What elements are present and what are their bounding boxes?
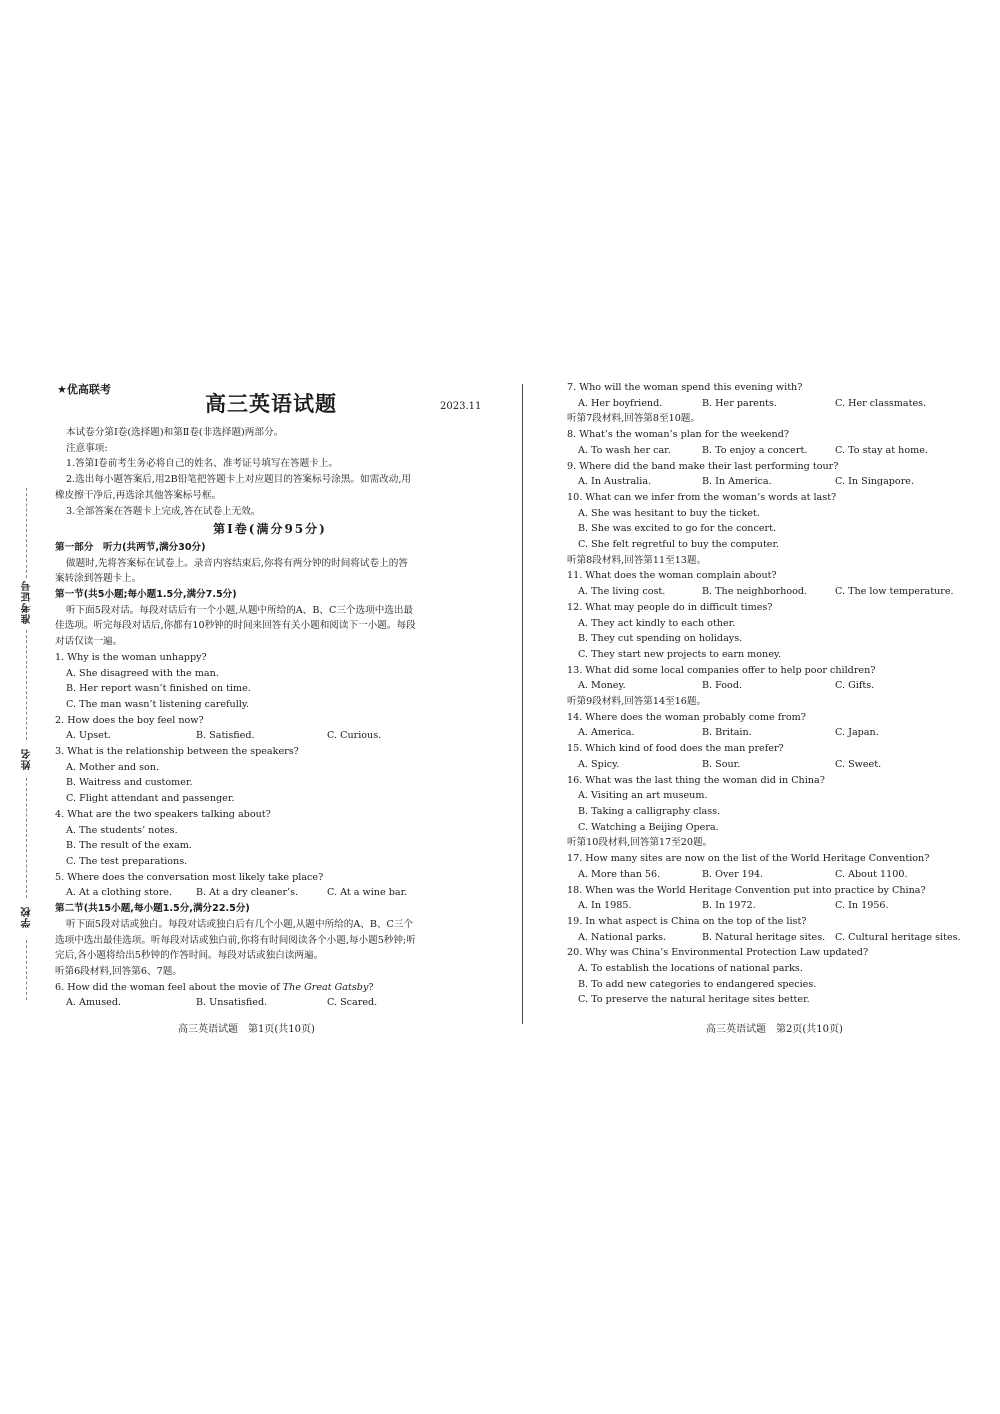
column-divider bbox=[522, 384, 523, 1024]
option: B. Her parents. bbox=[702, 397, 777, 409]
footer-page-1: 高三英语试题 第1页(共10页) bbox=[178, 1024, 315, 1035]
question-stem: 8. What’s the woman’s plan for the weekend? bbox=[567, 429, 790, 441]
question-stem: 7. Who will the woman spend this evening with? bbox=[567, 382, 803, 393]
question-stem: 20. Why was China’s Environmental Protection Law updated? bbox=[567, 947, 869, 959]
option: C. Flight attendant and passenger. bbox=[66, 793, 235, 805]
section-description: 对话仅读一遍。 bbox=[55, 636, 123, 648]
volume-title: 第Ⅰ卷(满分95分) bbox=[213, 522, 327, 537]
option: A. She was hesitant to buy the ticket. bbox=[578, 507, 760, 519]
option-row bbox=[567, 725, 987, 741]
option-row bbox=[567, 584, 987, 600]
question-stem: 17. How many sites are now on the list of the World Heritage Convention? bbox=[567, 853, 930, 865]
option: C. About 1100. bbox=[835, 868, 908, 880]
question-stem: 10. What can we infer from the woman’s words at last? bbox=[567, 491, 837, 503]
option: A. Upset. bbox=[66, 730, 111, 742]
instruction-line: 1.答第Ⅰ卷前考生务必将自己的姓名、准考证号填写在答题卡上。 bbox=[66, 458, 338, 470]
option: B. Britain. bbox=[702, 727, 752, 739]
option: A. America. bbox=[578, 727, 635, 739]
option: C. To stay at home. bbox=[835, 444, 928, 456]
option: C. Watching a Beijing Opera. bbox=[578, 821, 719, 833]
question-stem: 12. What may people do in difficult times? bbox=[567, 601, 773, 613]
option: C. Her classmates. bbox=[835, 397, 927, 409]
section-description: 听下面5段对话。每段对话后有一个小题,从题中所给的A、B、C三个选项中选出最 bbox=[66, 604, 414, 616]
option: B. At a dry cleaner’s. bbox=[196, 887, 299, 899]
option: B. To enjoy a concert. bbox=[702, 444, 808, 456]
material-note: 听第9段材料,回答第14至16题。 bbox=[567, 696, 707, 708]
binding-line-lower bbox=[26, 778, 27, 898]
question-stem bbox=[55, 980, 485, 996]
footer-page-2: 高三英语试题 第2页(共10页) bbox=[706, 1024, 843, 1035]
option: A. To establish the locations of national parks. bbox=[578, 963, 803, 975]
part-description: 做题时,先将答案标在试卷上。录音内容结束后,你将有两分钟的时间将试卷上的答 bbox=[66, 557, 408, 569]
section-heading: 第二节(共15小题,每小题1.5分,满分22.5分) bbox=[55, 903, 250, 915]
option: A. National parks. bbox=[578, 931, 667, 943]
option: A. Her boyfriend. bbox=[578, 397, 663, 409]
question-stem: 11. What does the woman complain about? bbox=[567, 570, 777, 582]
question-stem: 14. Where does the woman probably come from? bbox=[567, 711, 806, 723]
option-row bbox=[567, 396, 987, 412]
option: B. Unsatisfied. bbox=[196, 997, 268, 1009]
exam-date: 2023.11 bbox=[440, 401, 482, 412]
option: A. Spicy. bbox=[578, 758, 620, 770]
option-row bbox=[567, 443, 987, 459]
option: B. The neighborhood. bbox=[702, 586, 808, 598]
option-row bbox=[567, 930, 987, 946]
material-note: 听第6段材料,回答第6、7题。 bbox=[55, 965, 182, 977]
option: A. The living cost. bbox=[578, 586, 666, 598]
instruction-line: 3.全部答案在答题卡上完成,答在试卷上无效。 bbox=[66, 505, 261, 517]
option: A. She disagreed with the man. bbox=[66, 667, 219, 679]
option-row bbox=[567, 474, 987, 490]
material-note: 听第10段材料,回答第17至20题。 bbox=[567, 837, 713, 849]
option: A. More than 56. bbox=[578, 868, 661, 880]
option: B. She was excited to go for the concert. bbox=[578, 523, 777, 535]
question-stem: 3. What is the relationship between the speakers? bbox=[55, 746, 299, 758]
side-label-name: 姓名 bbox=[22, 748, 33, 770]
material-note: 听第7段材料,回答第8至10题。 bbox=[567, 413, 700, 425]
option: C. Scared. bbox=[327, 997, 378, 1009]
option: B. Over 194. bbox=[702, 868, 764, 880]
option: B. Her report wasn’t finished on time. bbox=[66, 683, 251, 695]
option: A. At a clothing store. bbox=[66, 887, 173, 899]
option-row bbox=[567, 678, 987, 694]
option: B. Food. bbox=[702, 680, 743, 692]
question-stem-text: 6. How did the woman feel about the movie of bbox=[55, 981, 283, 993]
option: A. Mother and son. bbox=[66, 761, 159, 773]
question-stem: 16. What was the last thing the woman did in China? bbox=[567, 774, 825, 786]
side-label-school: 学校 bbox=[22, 906, 33, 928]
option: C. The man wasn’t listening carefully. bbox=[66, 698, 250, 710]
instruction-line: 2.选出每小题答案后,用2B铅笔把答题卡上对应题目的答案标号涂黑。如需改动,用 bbox=[66, 474, 411, 486]
option: B. Waitress and customer. bbox=[66, 777, 193, 789]
option-row bbox=[567, 867, 987, 883]
option: B. In America. bbox=[702, 476, 772, 488]
option: C. Sweet. bbox=[835, 758, 882, 770]
section-description: 听下面5段对话或独白。每段对话或独白后有几个小题,从题中所给的A、B、C三个 bbox=[66, 918, 414, 930]
question-stem: 18. When was the World Heritage Convention put into practice by China? bbox=[567, 884, 926, 896]
option-row bbox=[567, 898, 987, 914]
question-mark: ? bbox=[368, 981, 374, 993]
exam-title: 高三英语试题 bbox=[205, 391, 337, 416]
left-column bbox=[55, 425, 485, 1011]
option: B. Natural heritage sites. bbox=[702, 931, 826, 943]
part-heading: 第一部分 听力(共两节,满分30分) bbox=[55, 541, 206, 553]
option: A. They act kindly to each other. bbox=[578, 617, 736, 629]
option: A. In 1985. bbox=[578, 900, 632, 912]
option: A. The students’ notes. bbox=[66, 824, 178, 836]
option: C. In 1956. bbox=[835, 900, 889, 912]
question-stem: 13. What did some local companies offer to help poor children? bbox=[567, 664, 876, 676]
option: C. Gifts. bbox=[835, 680, 875, 692]
option: B. Sour. bbox=[702, 758, 741, 770]
question-stem: 9. Where did the band make their last performing tour? bbox=[567, 460, 839, 472]
option: A. Money. bbox=[578, 680, 626, 692]
option: A. In Australia. bbox=[578, 476, 652, 488]
option: C. Cultural heritage sites. bbox=[835, 931, 961, 943]
option: C. Curious. bbox=[327, 730, 382, 742]
option: C. To preserve the natural heritage sites better. bbox=[578, 994, 810, 1006]
instruction-line: 注意事项: bbox=[66, 442, 108, 454]
material-note: 听第8段材料,回答第11至13题。 bbox=[567, 554, 707, 566]
option: C. The test preparations. bbox=[66, 855, 188, 867]
option: A. Amused. bbox=[66, 997, 122, 1009]
instruction-line: 本试卷分第Ⅰ卷(选择题)和第Ⅱ卷(非选择题)两部分。 bbox=[66, 427, 284, 438]
question-stem: 4. What are the two speakers talking about? bbox=[55, 808, 271, 820]
option: C. The low temperature. bbox=[835, 586, 954, 598]
part-description: 案转涂到答题卡上。 bbox=[55, 573, 142, 585]
option: B. They cut spending on holidays. bbox=[578, 633, 743, 645]
binding-line-mid bbox=[26, 630, 27, 740]
option: C. At a wine bar. bbox=[327, 887, 408, 899]
option: C. Japan. bbox=[835, 727, 879, 739]
section-description: 佳选项。听完每段对话后,你都有10秒钟的时间来回答有关小题和阅读下一小题。每段 bbox=[55, 620, 416, 632]
option: C. They start new projects to earn money. bbox=[578, 648, 782, 660]
brand-label: ★优高联考 bbox=[57, 383, 111, 396]
option: B. Taking a calligraphy class. bbox=[578, 805, 721, 817]
option-row bbox=[55, 728, 485, 744]
option: C. She felt regretful to buy the computer. bbox=[578, 539, 780, 551]
section-heading: 第一节(共5小题;每小题1.5分,满分7.5分) bbox=[55, 589, 237, 601]
instruction-line: 橡皮擦干净后,再选涂其他答案标号框。 bbox=[55, 489, 222, 501]
binding-line-top bbox=[26, 488, 27, 578]
question-stem: 19. In what aspect is China on the top of the list? bbox=[567, 915, 807, 927]
right-column bbox=[567, 380, 987, 1008]
option: C. In Singapore. bbox=[835, 476, 915, 488]
side-label-exam-number: 准考证号 bbox=[22, 580, 33, 624]
option-row bbox=[55, 885, 485, 901]
option-row bbox=[55, 995, 485, 1011]
option: B. In 1972. bbox=[702, 900, 756, 912]
option: A. Visiting an art museum. bbox=[578, 790, 708, 802]
binding-line-bottom bbox=[26, 940, 27, 1000]
question-stem: 5. Where does the conversation most likely take place? bbox=[55, 871, 324, 883]
question-stem: 2. How does the boy feel now? bbox=[55, 714, 204, 726]
section-description: 完后,各小题将给出5秒钟的作答时间。每段对话或独白读两遍。 bbox=[55, 950, 324, 962]
option-row bbox=[567, 757, 987, 773]
option: B. To add new categories to endangered species. bbox=[578, 978, 817, 990]
movie-title: The Great Gatsby bbox=[282, 981, 369, 993]
option: B. The result of the exam. bbox=[66, 840, 192, 852]
option: A. To wash her car. bbox=[578, 444, 671, 456]
option: B. Satisfied. bbox=[196, 730, 255, 742]
section-description: 选项中选出最佳选项。听每段对话或独白前,你将有时间阅读各个小题,每小题5秒钟;听 bbox=[55, 934, 416, 946]
question-stem: 1. Why is the woman unhappy? bbox=[55, 651, 207, 663]
question-stem: 15. Which kind of food does the man prefer? bbox=[567, 743, 784, 755]
